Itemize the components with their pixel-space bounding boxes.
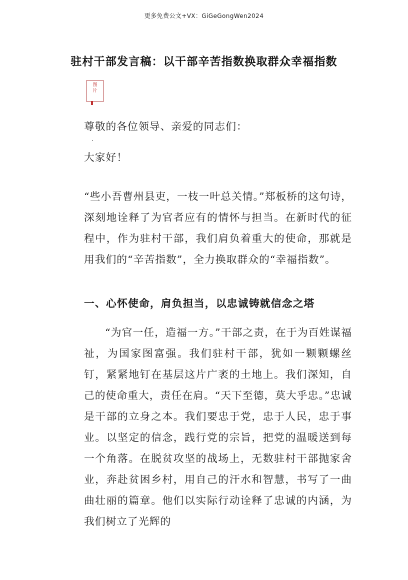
intro-paragraph: “些小吾曹州县吏，一枝一叶总关情。”郑板桥的这句诗，深刻地诠释了为官者应有的情怀与担当。在新时代的征程中，作为驻村干部，我们肩负着重大的使命，那就是用我们的“辛苦指数”，全力换取群众的“幸福指数”。 [84, 191, 352, 266]
salutation: 尊敬的各位领导、亲爱的同志们： [84, 121, 248, 133]
image-placeholder-icon [86, 80, 104, 102]
image-placeholder-label: 图 片 [92, 83, 98, 94]
body-paragraph: “为官一任，造福一方。”干部之责，在于为百姓谋福祉，为国家图富强。我们驻村干部，犹如一颗颗螺丝钉，紧紧地钉在基层这片广袤的土地上。我们深知，自己的使命重大，责任在肩。“天下至德，莫大乎忠。”忠诚是干部的立身之本。我们要忠于党，忠于人民，忠于事业。以坚定的信念，践行党的宗旨，把党的温暖送到每一个角落。在脱贫攻坚的战场上，无数驻村干部抛家舍业，奔赴贫困乡村，用自己的汗水和智慧，书写了一曲曲壮丽的篇章。他们以实际行动诠释了忠诚的内涵，为我们树立了光辉的 [84, 327, 352, 528]
decorative-dot [92, 140, 93, 141]
section-heading: 一、心怀使命，肩负担当，以忠诚铸就信念之塔 [84, 298, 315, 310]
image-anchor-mark [91, 101, 93, 105]
header-note: 更多免费公文+VX：GiGeGongWen2024 [144, 13, 264, 20]
document-title: 驻村干部发言稿：以干部辛苦指数换取群众幸福指数 [70, 55, 338, 68]
greeting: 大家好！ [84, 152, 128, 164]
